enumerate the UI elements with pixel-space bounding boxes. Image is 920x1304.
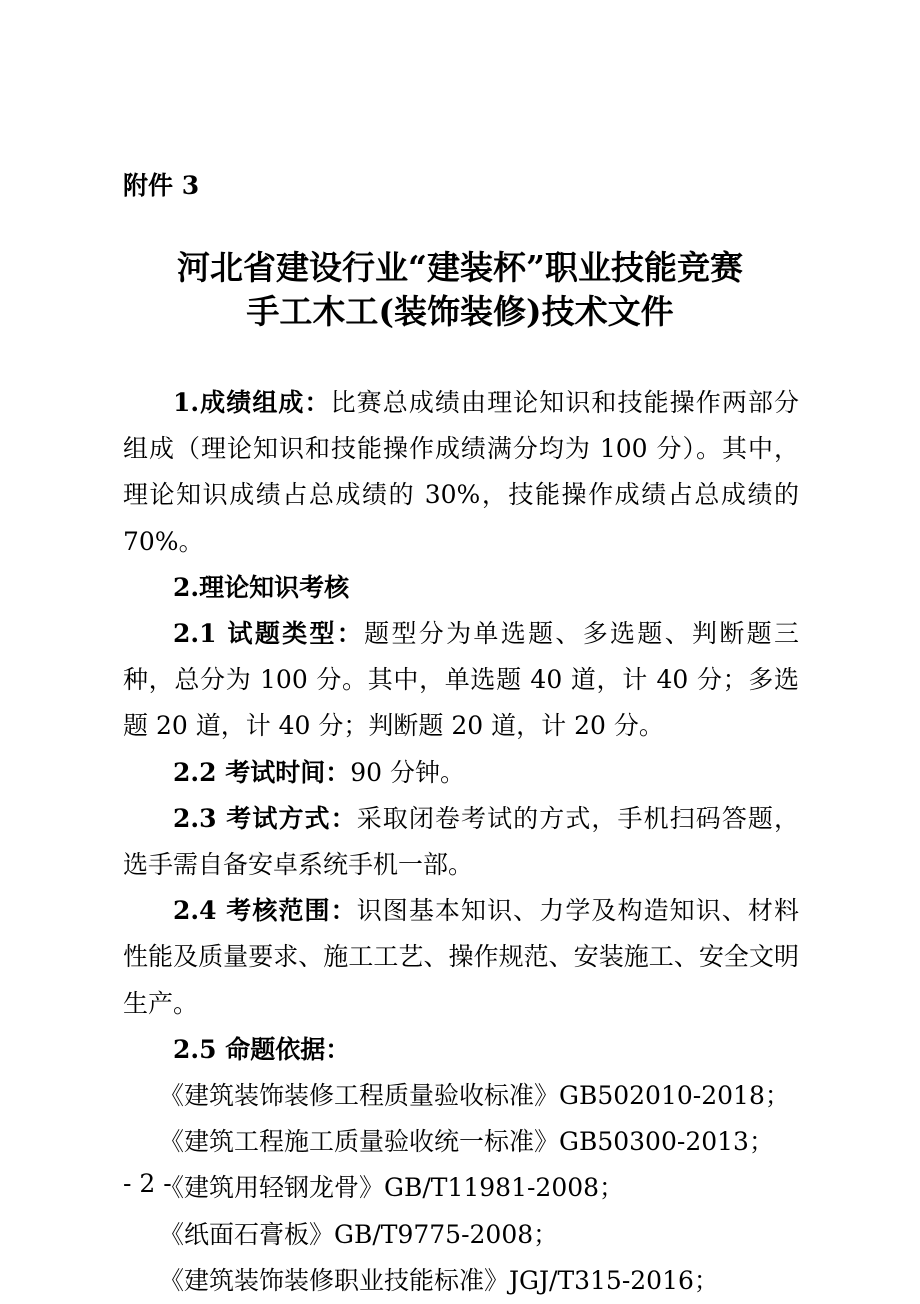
section-2-3-text: 采取闭卷考试的方式，手机扫码答题，选手需自备安卓系统手机一部。 xyxy=(123,803,799,880)
section-1-lead: 1.成绩组成： xyxy=(173,388,331,417)
section-2-2-text: 90 分钟。 xyxy=(350,757,465,787)
section-2-4-paragraph xyxy=(123,888,799,1027)
document-body xyxy=(123,380,799,1304)
title-line-2: 手工木工(装饰装修)技术文件 xyxy=(246,292,674,331)
section-2-2-paragraph xyxy=(123,750,799,796)
section-1-paragraph xyxy=(123,380,799,565)
section-2-1-paragraph xyxy=(123,611,799,750)
standard-item: 《建筑装饰装修职业技能标准》JGJ/T315-2016； xyxy=(159,1265,719,1295)
section-2-3-lead: 2.3 考试方式： xyxy=(173,803,357,833)
section-2-4-text: 识图基本知识、力学及构造知识、材料性能及质量要求、施工工艺、操作规范、安装施工、安全文明生产。 xyxy=(123,896,799,1018)
page-number: - 2 - xyxy=(123,1169,172,1198)
section-2-3-paragraph xyxy=(123,796,799,888)
annex-label: 附件 3 xyxy=(123,171,200,200)
section-2-5-paragraph xyxy=(123,1027,799,1073)
standard-item: 《建筑工程施工质量验收统一标准》GB50300-2013； xyxy=(159,1127,774,1157)
standard-item: 《建筑装饰装修工程质量验收标准》GB502010-2018； xyxy=(159,1081,790,1111)
section-2-heading-text: 2.理论知识考核 xyxy=(173,572,350,602)
standard-item: 《建筑用轻钢龙骨》GB/T11981-2008； xyxy=(159,1173,625,1203)
section-2-1-text: 题型分为单选题、多选题、判断题三种，总分为 100 分。其中，单选题 40 道，计 40 分；多选题 20 道，计 40 分；判断题 20 道，计 20 分。 xyxy=(123,619,799,741)
section-2-2-lead: 2.2 考试时间： xyxy=(173,757,351,787)
section-1-text: 比赛总成绩由理论知识和技能操作两部分组成（理论知识和技能操作成绩满分均为 100 分）。其中，理论知识成绩占总成绩的 30%，技能操作成绩占总成绩的 70%。 xyxy=(123,388,799,556)
section-2-heading xyxy=(123,565,799,611)
standard-item: 《纸面石膏板》GB/T9775-2008； xyxy=(159,1219,559,1249)
section-2-5-lead: 2.5 命题依据： xyxy=(173,1034,351,1064)
section-2-4-lead: 2.4 考核范围： xyxy=(173,896,357,926)
section-2-1-lead: 2.1 试题类型： xyxy=(173,619,365,649)
title-line-1: 河北省建设行业“建装杯”职业技能竞赛 xyxy=(177,248,743,287)
